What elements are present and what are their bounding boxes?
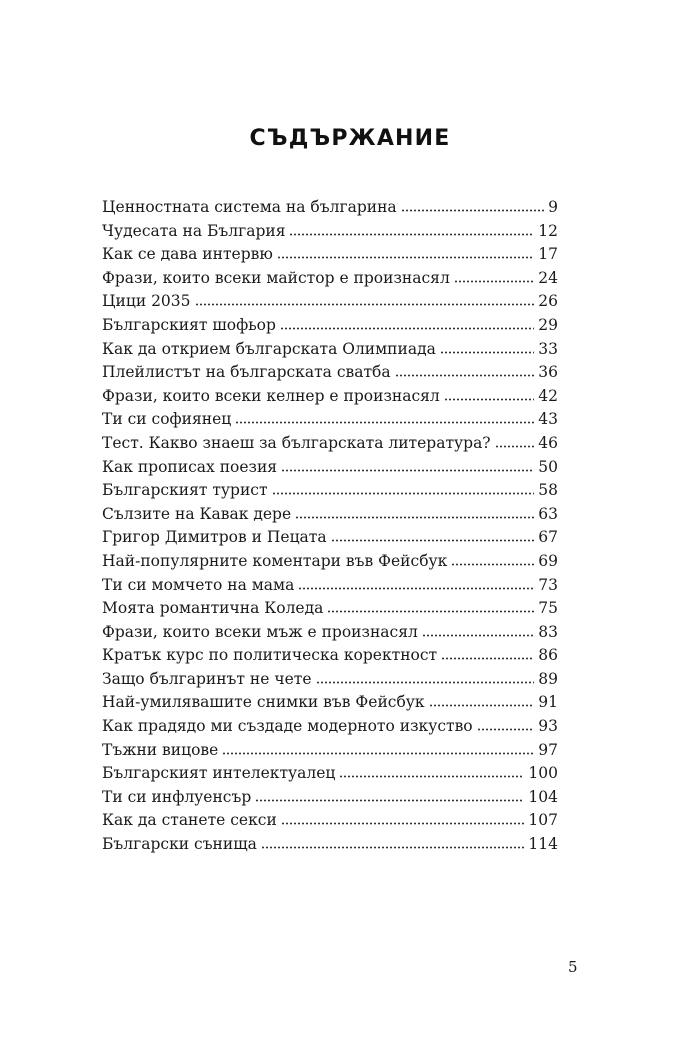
toc-entry [102, 550, 558, 574]
toc-entry [102, 786, 558, 810]
toc-entry-page: 107 [528, 811, 558, 830]
toc-entry-title: Как да станете секси [102, 811, 277, 830]
toc-leader-dots [281, 811, 525, 825]
toc-leader-dots [441, 646, 534, 660]
toc-leader-dots [298, 576, 534, 590]
toc-entry-page: 114 [528, 835, 558, 854]
toc-entry-page: 104 [528, 787, 558, 806]
toc-entry-page: 42 [538, 386, 558, 405]
toc-leader-dots [272, 481, 535, 495]
toc-entry [102, 314, 558, 338]
toc-leader-dots [331, 528, 535, 542]
toc-leader-dots [401, 198, 544, 212]
toc-entry [102, 833, 558, 857]
toc-entry-title: Чудесата на България [102, 221, 286, 240]
toc-entry-page: 50 [538, 457, 558, 476]
toc-entry-title: Фрази, които всеки келнер е произнасял [102, 386, 440, 405]
toc-entry-page: 36 [538, 363, 558, 382]
toc-entry-page: 100 [528, 764, 558, 783]
toc-entry-title: Ти си момчето на мама [102, 575, 295, 594]
toc-entry [102, 432, 558, 456]
toc-entry-title: Фрази, които всеки майстор е произнасял [102, 268, 450, 287]
toc-entry-page: 29 [538, 315, 558, 334]
toc-leader-dots [440, 340, 534, 354]
toc-entry-title: Сълзите на Кавак дере [102, 504, 292, 523]
toc-entry [102, 526, 558, 550]
toc-entry-page: 17 [538, 245, 558, 264]
toc-entry [102, 243, 558, 267]
toc-leader-dots [195, 292, 535, 306]
toc-entry-title: Най-популярните коментари във Фейсбук [102, 551, 448, 570]
toc-entry-title: Фрази, които всеки мъж е произнасял [102, 622, 418, 641]
toc-leader-dots [454, 269, 534, 283]
toc-entry-title: Как се дава интервю [102, 245, 273, 264]
toc-entry [102, 597, 558, 621]
toc-leader-dots [429, 693, 535, 707]
toc-entry-page: 43 [538, 410, 558, 429]
toc-list [102, 196, 558, 857]
toc-entry-page: 9 [548, 198, 558, 216]
toc-entry [102, 621, 558, 645]
toc-leader-dots [444, 387, 534, 401]
toc-entry [102, 715, 558, 739]
toc-leader-dots [280, 316, 534, 330]
toc-entry-page: 89 [538, 669, 558, 688]
toc-entry-title: Защо българинът не чете [102, 669, 312, 688]
toc-entry [102, 809, 558, 833]
toc-leader-dots [295, 505, 534, 519]
toc-entry-page: 97 [538, 740, 558, 759]
toc-entry-page: 73 [538, 575, 558, 594]
toc-entry [102, 503, 558, 527]
toc-entry [102, 644, 558, 668]
toc-entry-title: Тест. Какво знаеш за българската литература? [102, 433, 491, 452]
toc-entry-page: 46 [538, 433, 558, 452]
toc-entry [102, 267, 558, 291]
toc-entry-page: 24 [538, 268, 558, 287]
toc-leader-dots [255, 788, 524, 802]
toc-entry [102, 456, 558, 480]
toc-leader-dots [477, 717, 535, 731]
toc-leader-dots [495, 434, 535, 448]
toc-entry-title: Григор Димитров и Пецата [102, 528, 327, 547]
toc-entry [102, 691, 558, 715]
toc-entry-page: 75 [538, 599, 558, 618]
toc-entry-page: 58 [538, 481, 558, 500]
toc-entry-title: Тъжни вицове [102, 740, 219, 759]
toc-entry [102, 361, 558, 385]
toc-entry-title: Кратък курс по политическа коректност [102, 646, 438, 665]
toc-entry-title: Българският турист [102, 481, 268, 500]
toc-entry-title: Как прадядо ми създаде модерното изкуство [102, 717, 473, 736]
toc-entry-title: Плейлистът на българската сватба [102, 363, 391, 382]
toc-leader-dots [339, 764, 524, 778]
toc-entry [102, 574, 558, 598]
toc-entry-title: Цици 2035 [102, 292, 191, 311]
toc-entry-title: Как прописах поезия [102, 457, 278, 476]
toc-entry [102, 290, 558, 314]
toc-leader-dots [281, 458, 534, 472]
toc-entry [102, 196, 558, 220]
toc-entry-page: 33 [538, 339, 558, 358]
toc-leader-dots [277, 245, 534, 259]
page-number: 5 [568, 958, 578, 976]
toc-entry [102, 668, 558, 692]
toc-entry [102, 408, 558, 432]
toc-entry-page: 91 [538, 693, 558, 712]
toc-leader-dots [422, 623, 534, 637]
toc-leader-dots [289, 222, 534, 236]
toc-entry [102, 762, 558, 786]
toc-entry-page: 26 [538, 292, 558, 311]
toc-entry-title: Български сънища [102, 835, 257, 854]
toc-entry-page: 69 [538, 551, 558, 570]
toc-entry [102, 385, 558, 409]
toc-entry-page: 86 [538, 646, 558, 665]
toc-entry-page: 67 [538, 528, 558, 547]
toc-heading: СЪДЪРЖАНИЕ [249, 126, 451, 151]
toc-entry [102, 739, 558, 763]
toc-leader-dots [395, 363, 535, 377]
toc-leader-dots [327, 599, 534, 613]
toc-leader-dots [316, 670, 535, 684]
toc-entry-title: Българският шофьор [102, 315, 276, 334]
toc-entry-title: Българският интелектуалец [102, 764, 336, 783]
toc-entry [102, 220, 558, 244]
toc-leader-dots [261, 835, 525, 849]
toc-entry-title: Ти си софиянец [102, 410, 232, 429]
toc-leader-dots [235, 410, 534, 424]
toc-entry [102, 338, 558, 362]
toc-entry-title: Най-умилявашите снимки във Фейсбук [102, 693, 425, 712]
toc-entry [102, 479, 558, 503]
toc-entry-title: Ти си инфлуенсър [102, 787, 252, 806]
toc-leader-dots [451, 552, 534, 566]
toc-entry-page: 83 [538, 622, 558, 641]
toc-entry-page: 63 [538, 504, 558, 523]
toc-entry-page: 93 [538, 717, 558, 736]
toc-entry-title: Ценностната система на българина [102, 198, 397, 216]
toc-entry-title: Как да открием българската Олимпиада [102, 339, 436, 358]
toc-entry-title: Моята романтична Коледа [102, 599, 324, 618]
toc-leader-dots [222, 741, 534, 755]
toc-entry-page: 12 [538, 221, 558, 240]
